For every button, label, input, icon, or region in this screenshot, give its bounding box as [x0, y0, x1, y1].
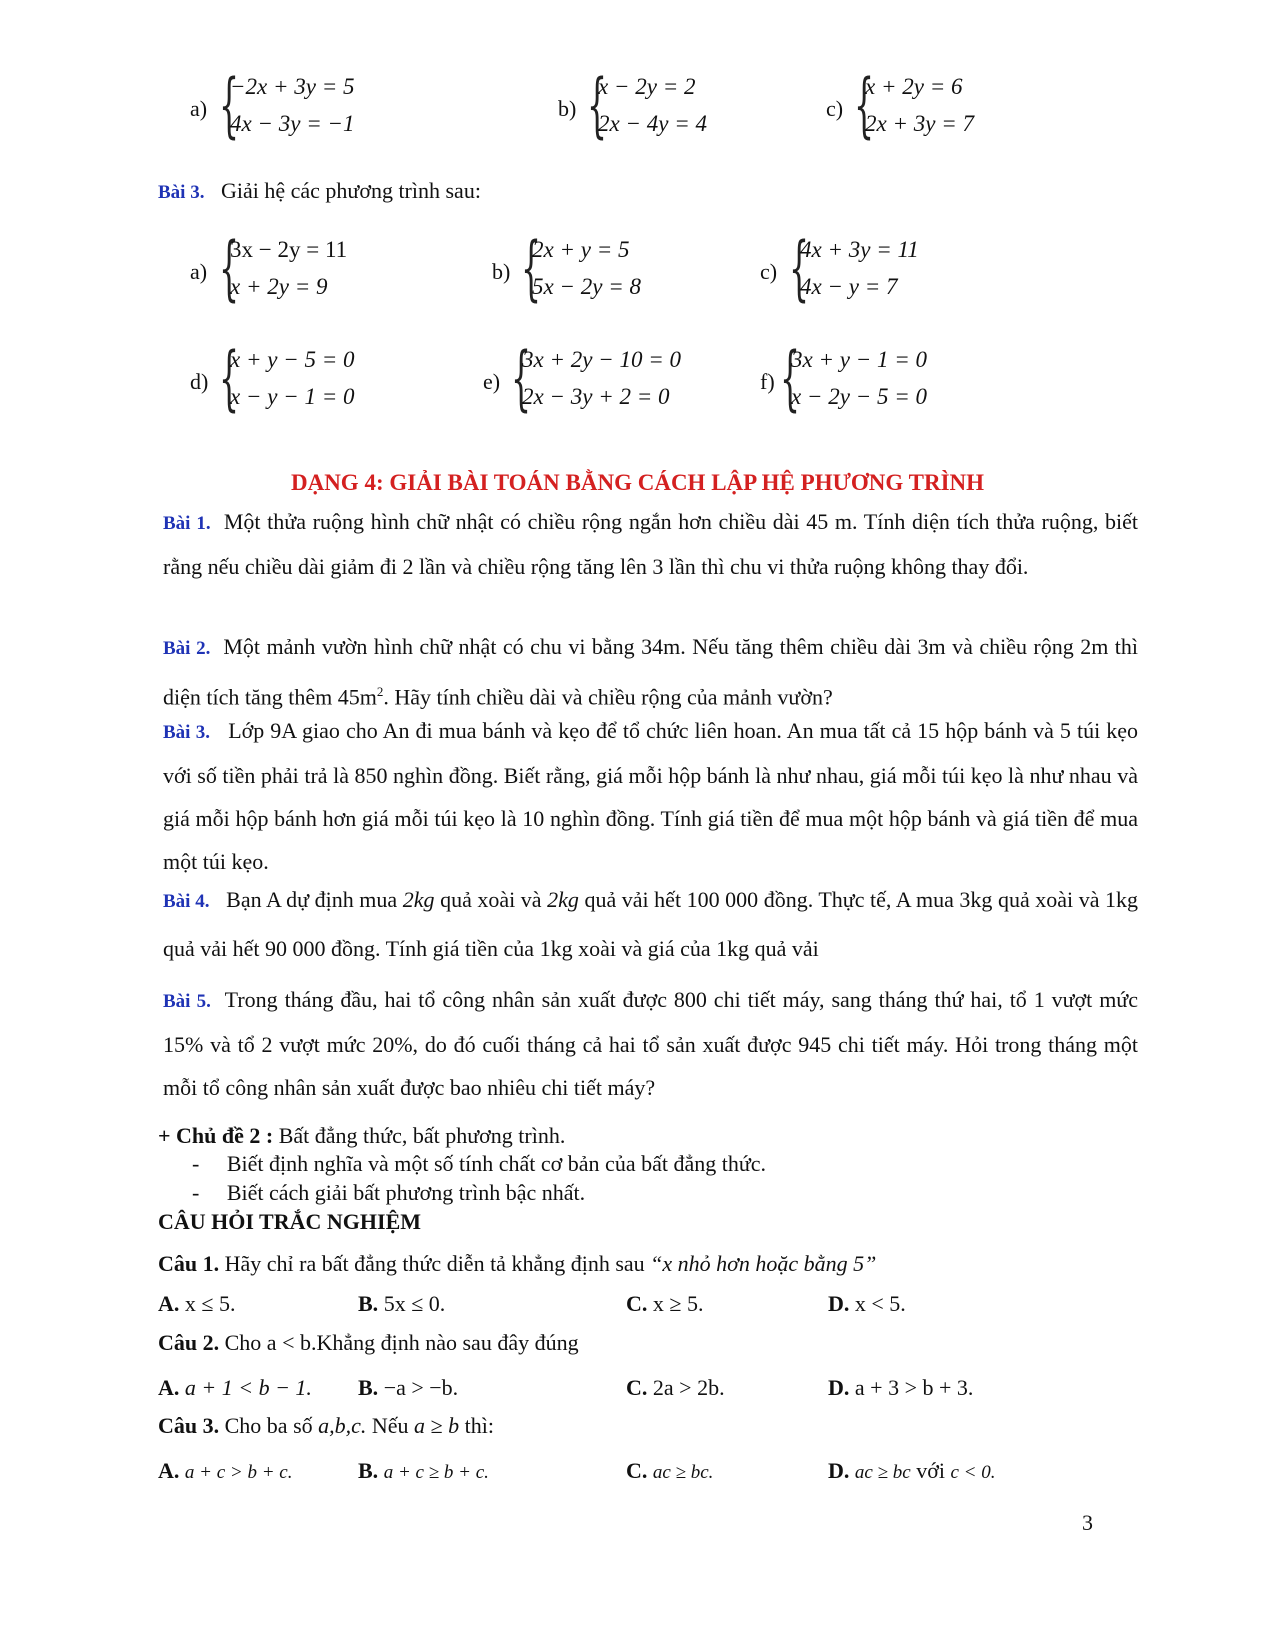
system-label: f) — [760, 369, 775, 394]
problem-text: Trong tháng đầu, hai tổ công nhân sản xuất được 800 chi tiết máy, sang tháng thứ hai, tổ 1 vượt mức 15% và tổ 2 vượt mức 20%, do đó cuối tháng cả hai tổ sản xuất được 945 chi tiết máy. Hỏi trong tháng một mỗi tổ công nhân sản xuất được bao nhiêu chi tiết máy? — [163, 987, 1138, 1100]
problem-1 — [163, 500, 1138, 588]
option-value: ac ≥ bc. — [652, 1462, 714, 1483]
bullet-text: Biết cách giải bất phương trình bậc nhất. — [226, 1180, 586, 1205]
question-text: Cho a < b.Khẳng định nào sau đây đúng — [224, 1330, 579, 1355]
dash-icon: - — [192, 1151, 200, 1176]
option-a[interactable] — [158, 1458, 292, 1484]
exercise-text: Giải hệ các phương trình sau: — [220, 178, 481, 203]
exercise-label: Bài 3. — [158, 182, 205, 203]
superscript: 2 — [376, 684, 384, 699]
question-3 — [158, 1413, 494, 1439]
option-c[interactable] — [626, 1291, 703, 1317]
question-text: Nếu — [366, 1413, 415, 1438]
system-label: b) — [558, 96, 577, 121]
option-key: A. — [158, 1458, 180, 1483]
problem-text: quả vải hết 100 000 đồng. Thực tế, A mua 3kg quả xoài và 1kg quả vải hết 90 000 đồng. Tính giá tiền của 1kg xoài và giá của 1kg quả vải — [163, 887, 1139, 961]
option-value: x < 5. — [854, 1291, 906, 1316]
option-extra: với — [910, 1458, 951, 1483]
option-b[interactable] — [358, 1291, 445, 1317]
equation: 2x + y = 5 — [532, 237, 630, 262]
option-a[interactable] — [158, 1375, 312, 1401]
option-b[interactable] — [358, 1458, 489, 1484]
quiz-title: CÂU HỎI TRẮC NGHIỆM — [158, 1209, 422, 1234]
option-value: x ≥ 5. — [652, 1291, 704, 1316]
option-key: B. — [358, 1458, 379, 1483]
left-brace: { — [854, 64, 875, 146]
question-text: thì: — [459, 1413, 494, 1438]
option-d[interactable] — [828, 1375, 973, 1401]
dash-icon: - — [192, 1180, 200, 1205]
problem-text: Một thửa ruộng hình chữ nhật có chiều rộng ngắn hơn chiều dài 45 m. Tính diện tích thửa ruộng, biết rằng nếu chiều dài giảm đi 2 lần và chiều rộng tăng lên 3 lần thì chu vi thửa ruộng không thay đổi. — [163, 509, 1138, 579]
left-brace: { — [789, 227, 810, 309]
equation: x + y − 5 = 0 — [230, 347, 355, 372]
system-label: c) — [826, 96, 844, 121]
equation: 3x + 2y − 10 = 0 — [522, 347, 681, 372]
exercise-label: Bài 1. — [163, 513, 211, 534]
option-c[interactable] — [626, 1375, 725, 1401]
section-title: DẠNG 4: GIẢI BÀI TOÁN BẰNG CÁCH LẬP HỆ PHƯƠNG TRÌNH — [290, 470, 985, 495]
equation: 3x + y − 1 = 0 — [791, 347, 927, 372]
question-quote: “x nhỏ hơn hoặc bằng 5” — [650, 1251, 877, 1276]
option-value: −a > −b. — [383, 1375, 459, 1400]
system-label: e) — [483, 369, 501, 394]
equation: x + 2y = 9 — [230, 274, 328, 299]
option-value: a + 3 > b + 3. — [854, 1375, 974, 1400]
bai3-header — [158, 178, 481, 204]
problem-2 — [163, 625, 1138, 718]
equation: 3x − 2y = 11 — [230, 237, 348, 262]
problem-text: quả xoài và — [434, 887, 548, 912]
problem-4 — [163, 876, 1138, 972]
option-value: x ≤ 5. — [184, 1291, 236, 1316]
question-text: Cho ba số — [224, 1413, 319, 1438]
equation: −2x + 3y = 5 — [230, 74, 355, 99]
system-label: a) — [190, 259, 208, 284]
option-value: ac ≥ bc — [854, 1462, 911, 1483]
exercise-label: Bài 3. — [163, 722, 211, 743]
system-label: b) — [492, 259, 511, 284]
option-value: 5x ≤ 0. — [383, 1291, 446, 1316]
problem-text: Một mảnh vườn hình chữ nhật có chu vi bằng 34m. Nếu tăng thêm chiều dài 3m và chiều rộng 2m thì diện tích tăng thêm 45m — [163, 634, 1139, 710]
option-key: C. — [626, 1291, 648, 1316]
question-label: Câu 2. — [158, 1330, 220, 1355]
option-key: C. — [626, 1375, 648, 1400]
topic-text: Bất đẳng thức, bất phương trình. — [278, 1123, 566, 1148]
topic-line — [158, 1123, 565, 1149]
option-a[interactable] — [158, 1291, 235, 1317]
option-key: D. — [828, 1291, 850, 1316]
question-label: Câu 1. — [158, 1251, 220, 1276]
topic-label: + Chủ đề 2 : — [158, 1123, 274, 1148]
option-tail: c < 0. — [950, 1462, 996, 1483]
left-brace: { — [511, 337, 532, 419]
system-label: a) — [190, 96, 208, 121]
option-key: A. — [158, 1291, 180, 1316]
equation: 4x − y = 7 — [800, 274, 898, 299]
left-brace: { — [219, 227, 240, 309]
option-value: a + c ≥ b + c. — [383, 1462, 489, 1483]
page-number: 3 — [1082, 1510, 1093, 1535]
question-label: Câu 3. — [158, 1413, 220, 1438]
equation: 4x + 3y = 11 — [800, 237, 919, 262]
option-key: B. — [358, 1375, 379, 1400]
topic-bullet — [192, 1151, 766, 1177]
exercise-label: Bài 2. — [163, 638, 211, 659]
topic-bullet — [192, 1180, 585, 1206]
question-text: Hãy chỉ ra bất đẳng thức diễn tả khẳng định sau — [224, 1251, 651, 1276]
question-2 — [158, 1330, 579, 1356]
equation: x − 2y = 2 — [598, 74, 696, 99]
equation: x − y − 1 = 0 — [230, 384, 355, 409]
question-math: a ≥ b — [414, 1413, 460, 1438]
left-brace: { — [219, 64, 240, 146]
option-value: a + c > b + c. — [184, 1462, 293, 1483]
equation: 4x − 3y = −1 — [230, 111, 355, 136]
equation: x − 2y − 5 = 0 — [791, 384, 927, 409]
math-kg: 2kg — [547, 887, 579, 912]
option-key: D. — [828, 1375, 850, 1400]
problem-text: Lớp 9A giao cho An đi mua bánh và kẹo để tổ chức liên hoan. An mua tất cả 15 hộp bánh và 5 túi kẹo với số tiền phải trả là 850 nghìn đồng. Biết rằng, giá mỗi hộp bánh là như nhau, giá mỗi túi kẹo là như nhau và giá mỗi hộp bánh hơn giá mỗi túi kẹo là 10 nghìn đồng. Tính giá tiền để mua một hộp bánh và giá tiền để mua một túi kẹo. — [163, 718, 1139, 874]
option-b[interactable] — [358, 1375, 458, 1401]
option-key: C. — [626, 1458, 648, 1483]
exercise-label: Bài 4. — [163, 891, 210, 912]
system-label: d) — [190, 369, 209, 394]
system-label: c) — [760, 259, 778, 284]
left-brace: { — [521, 227, 542, 309]
equation: 2x + 3y = 7 — [865, 111, 974, 136]
option-d[interactable] — [828, 1291, 906, 1317]
option-d[interactable] — [828, 1458, 995, 1484]
left-brace: { — [587, 64, 608, 146]
problem-text: . Hãy tính chiều dài và chiều rộng của mảnh vườn? — [383, 684, 833, 710]
problem-5 — [163, 978, 1138, 1109]
problem-3 — [163, 709, 1138, 883]
option-key: D. — [828, 1458, 850, 1483]
option-value: a + 1 < b − 1. — [184, 1375, 312, 1400]
option-c[interactable] — [626, 1458, 713, 1484]
equation: 2x − 4y = 4 — [598, 111, 707, 136]
bullet-text: Biết định nghĩa và một số tính chất cơ bản của bất đẳng thức. — [226, 1151, 767, 1176]
equation: x + 2y = 6 — [865, 74, 963, 99]
question-1 — [158, 1251, 876, 1277]
left-brace: { — [780, 337, 801, 419]
math-kg: 2kg — [402, 887, 435, 912]
equation: 2x − 3y + 2 = 0 — [522, 384, 670, 409]
question-math: a,b,c. — [318, 1413, 367, 1438]
option-value: 2a > 2b. — [652, 1375, 725, 1400]
exercise-label: Bài 5. — [163, 991, 211, 1012]
equation: 5x − 2y = 8 — [532, 274, 641, 299]
left-brace: { — [219, 337, 240, 419]
problem-text: Bạn A dự định mua — [226, 887, 403, 912]
option-key: A. — [158, 1375, 180, 1400]
option-key: B. — [358, 1291, 379, 1316]
